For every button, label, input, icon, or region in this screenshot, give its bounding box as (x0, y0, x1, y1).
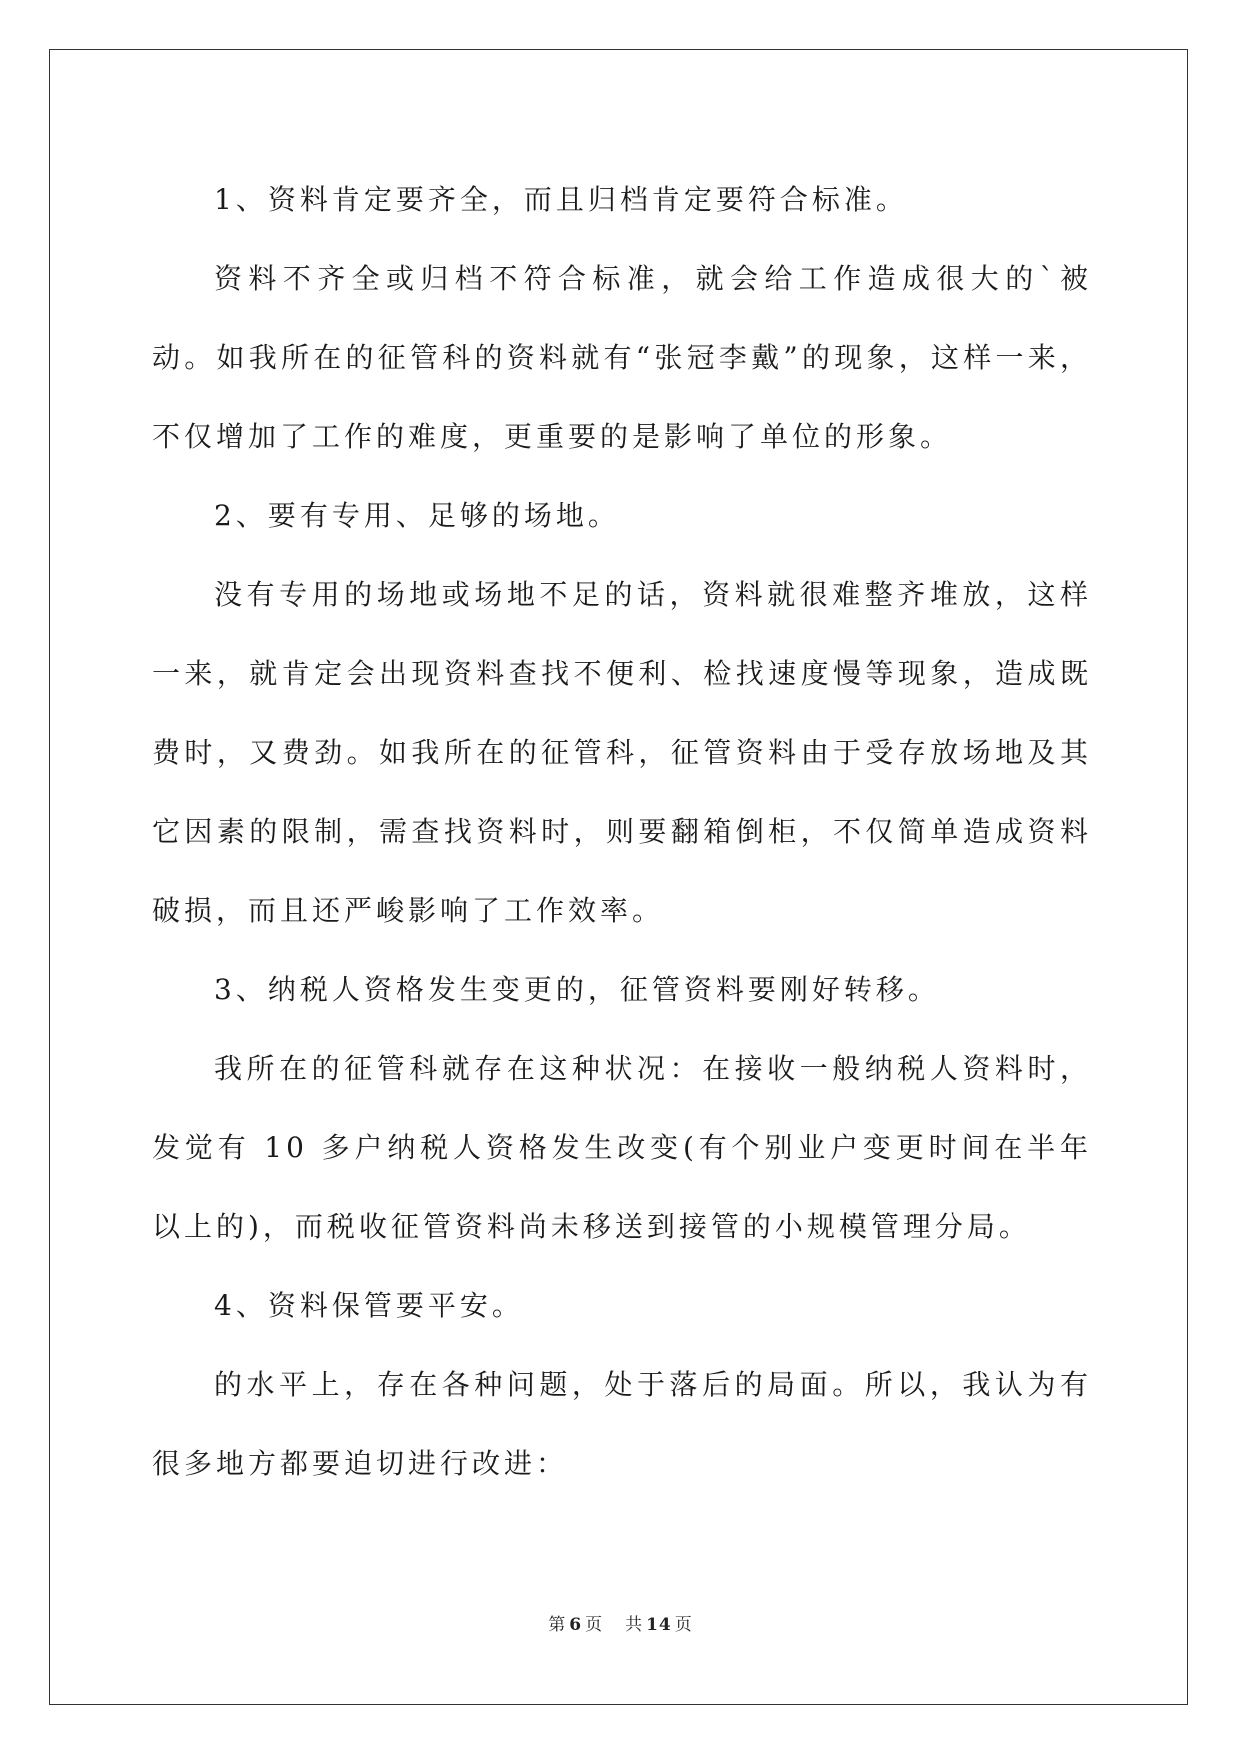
current-page-number: 6 (569, 1615, 583, 1635)
footer-total-suffix: 页 (674, 1615, 693, 1635)
paragraph-8: 的水平上，存在各种问题，处于落后的局面。所以，我认为有很多地方都要迫切进行改进： (152, 1368, 1092, 1480)
paragraph-7: 4、资料保管要平安。 (214, 1289, 524, 1322)
footer-page-suffix: 页 (585, 1615, 604, 1635)
footer-prefix: 第 (548, 1615, 567, 1635)
paragraph-3: 2、要有专用、足够的场地。 (214, 499, 620, 532)
paragraph-5: 3、纳税人资格发生变更的，征管资料要刚好转移。 (214, 973, 940, 1006)
total-page-count: 14 (646, 1615, 672, 1635)
paragraph-2: 资料不齐全或归档不符合标准，就会给工作造成很大的`被动。如我所在的征管科的资料就有“张冠李戴”的现象，这样一来，不仅增加了工作的难度，更重要的是影响了单位的形象。 (152, 262, 1092, 453)
page-footer (0, 1610, 1241, 1635)
paragraph-4: 没有专用的场地或场地不足的话，资料就很难整齐堆放，这样一来，就肯定会出现资料查找不便利、检找速度慢等现象，造成既费时，又费劲。如我所在的征管科，征管资料由于受存放场地及其它因素的限制，需查找资料时，则要翻箱倒柜，不仅简单造成资料破损，而且还严峻影响了工作效率。 (152, 578, 1092, 927)
document-body (152, 160, 1092, 1503)
paragraph-1: 1、资料肯定要齐全，而且归档肯定要符合标准。 (214, 183, 908, 216)
paragraph-6: 我所在的征管科就存在这种状况：在接收一般纳税人资料时，发觉有 10 多户纳税人资格发生改变(有个别业户变更时间在半年以上的)，而税收征管资料尚未移送到接管的小规模管理分局。 (152, 1052, 1092, 1243)
footer-total-prefix: 共 (625, 1615, 644, 1635)
